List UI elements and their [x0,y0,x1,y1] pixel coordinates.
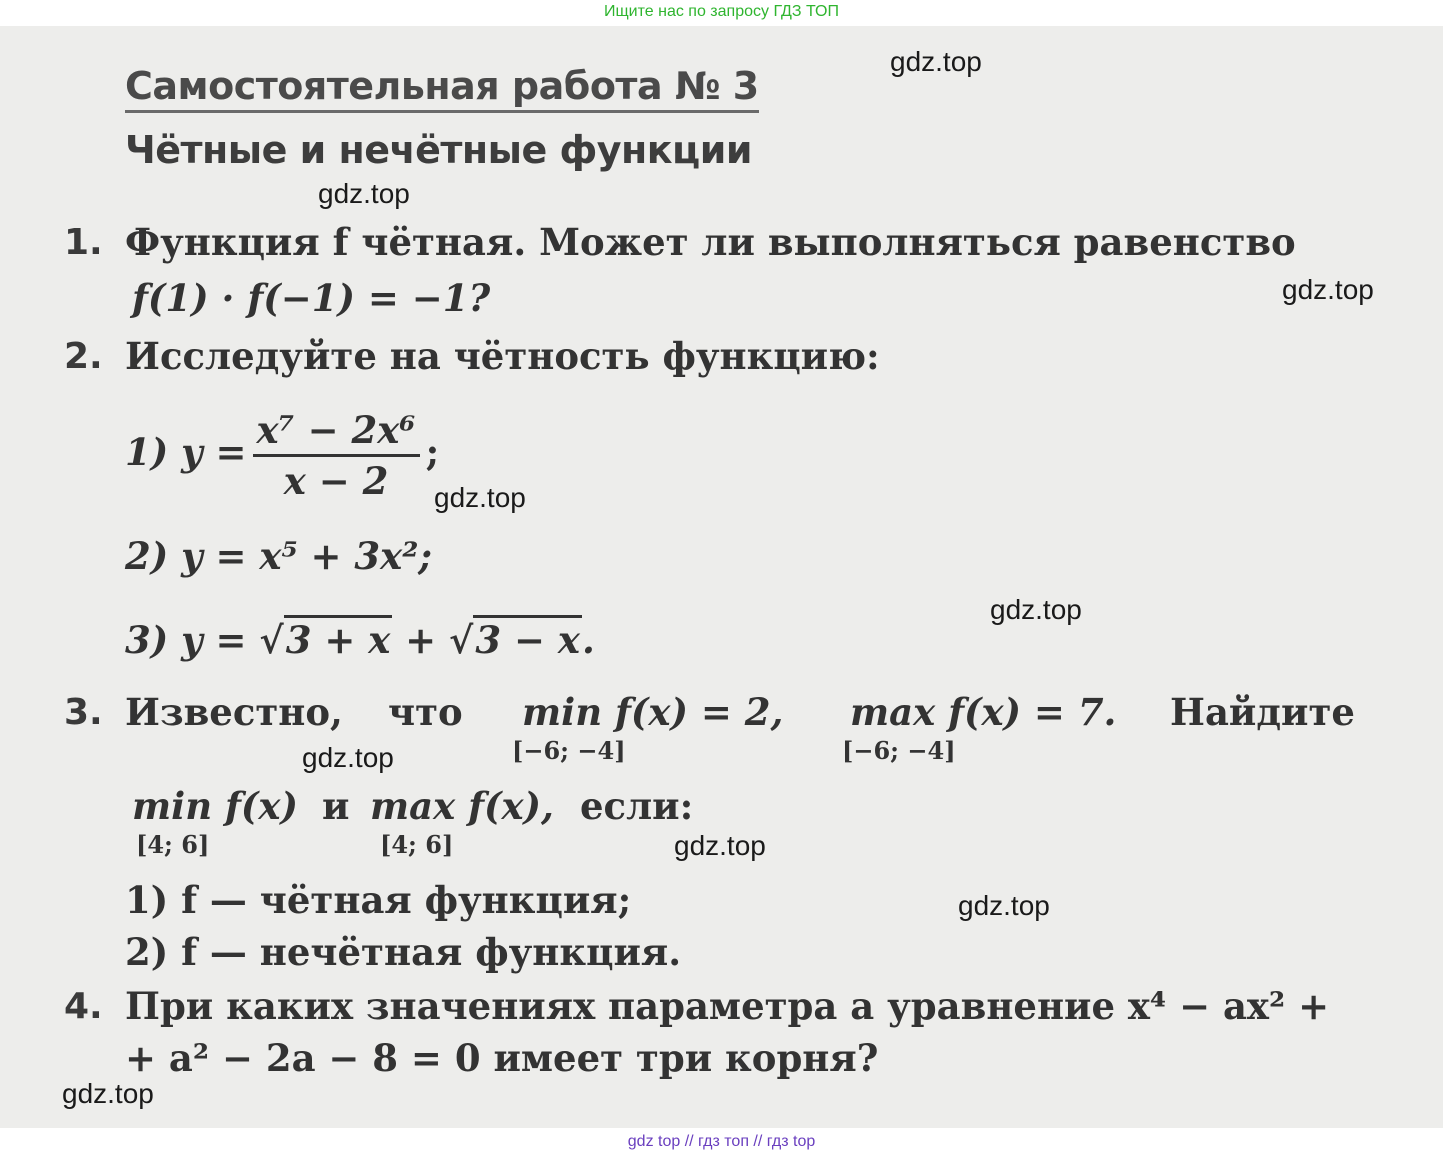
top-banner[interactable]: Ищите нас по запросу ГДЗ ТОП [604,3,839,20]
watermark: gdz.top [302,742,394,773]
page-subtitle: Чётные и нечётные функции [125,128,752,172]
task-3-line2-and: и [322,784,350,828]
task-2-item-2: 2) y = x⁵ + 3x²; [125,534,433,578]
task-3-item-1: 1) f — чётная функция; [125,878,632,922]
watermark: gdz.top [674,830,766,861]
scanned-page [0,26,1443,1128]
item-3-mid: + √ [392,618,474,662]
item-1-prefix: 1) y = [125,430,247,474]
fraction [253,406,420,505]
page-title: Самостоятельная работа № 3 [125,64,759,113]
task-4-line-1: При каких значениях параметра a уравнение x⁴ − ax² + [125,984,1330,1028]
task-3-max-subscript: [−6; −4] [842,736,956,765]
radicand-1: 3 + x [284,615,393,662]
task-1-line-2: f(1) · f(−1) = −1? [132,276,491,320]
task-3-line2-max: max f(x), [370,784,554,828]
radicand-2: 3 − x [473,615,582,662]
task-1-number: 1. [64,222,103,263]
task-3-word-known: Известно, [125,690,343,734]
watermark: gdz.top [434,482,526,513]
task-3-line2-min: min f(x) [132,784,298,828]
fraction-denominator: x − 2 [283,459,389,503]
task-4-line-2: + a² − 2a − 8 = 0 имеет три корня? [125,1036,879,1080]
watermark: gdz.top [1282,274,1374,305]
watermark: gdz.top [990,594,1082,625]
task-3-max-expression: max f(x) = 7. [850,690,1117,734]
watermark: gdz.top [958,890,1050,921]
watermark: gdz.top [890,46,982,77]
bottom-banner[interactable]: gdz top // гдз топ // гдз top [627,1133,816,1150]
task-2-item-3 [125,618,595,662]
task-1-line-1: Функция f чётная. Может ли выполняться равенство [125,220,1296,264]
watermark: gdz.top [62,1078,154,1109]
task-2-number: 2. [64,336,103,377]
task-3-line2-max-subscript: [4; 6] [380,830,454,859]
task-2-text: Исследуйте на чётность функцию: [125,334,880,378]
task-3-number: 3. [64,692,103,733]
task-3-word-that: что [388,690,463,734]
fraction-numerator: x⁷ − 2x⁶ [253,406,420,457]
task-3-min-subscript: [−6; −4] [512,736,626,765]
task-4-number: 4. [64,986,103,1027]
item-3-prefix: 3) y = √ [125,618,284,662]
task-3-min-expression: min f(x) = 2, [522,690,784,734]
task-3-word-find: Найдите [1170,690,1355,734]
task-2-item-1 [125,406,439,505]
task-3-line2-min-subscript: [4; 6] [136,830,210,859]
item-1-suffix: ; [425,430,440,474]
item-3-suffix: . [581,618,595,662]
task-3-line2-if: если: [580,784,694,828]
watermark: gdz.top [318,178,410,209]
task-3-item-2: 2) f — нечётная функция. [125,930,682,974]
